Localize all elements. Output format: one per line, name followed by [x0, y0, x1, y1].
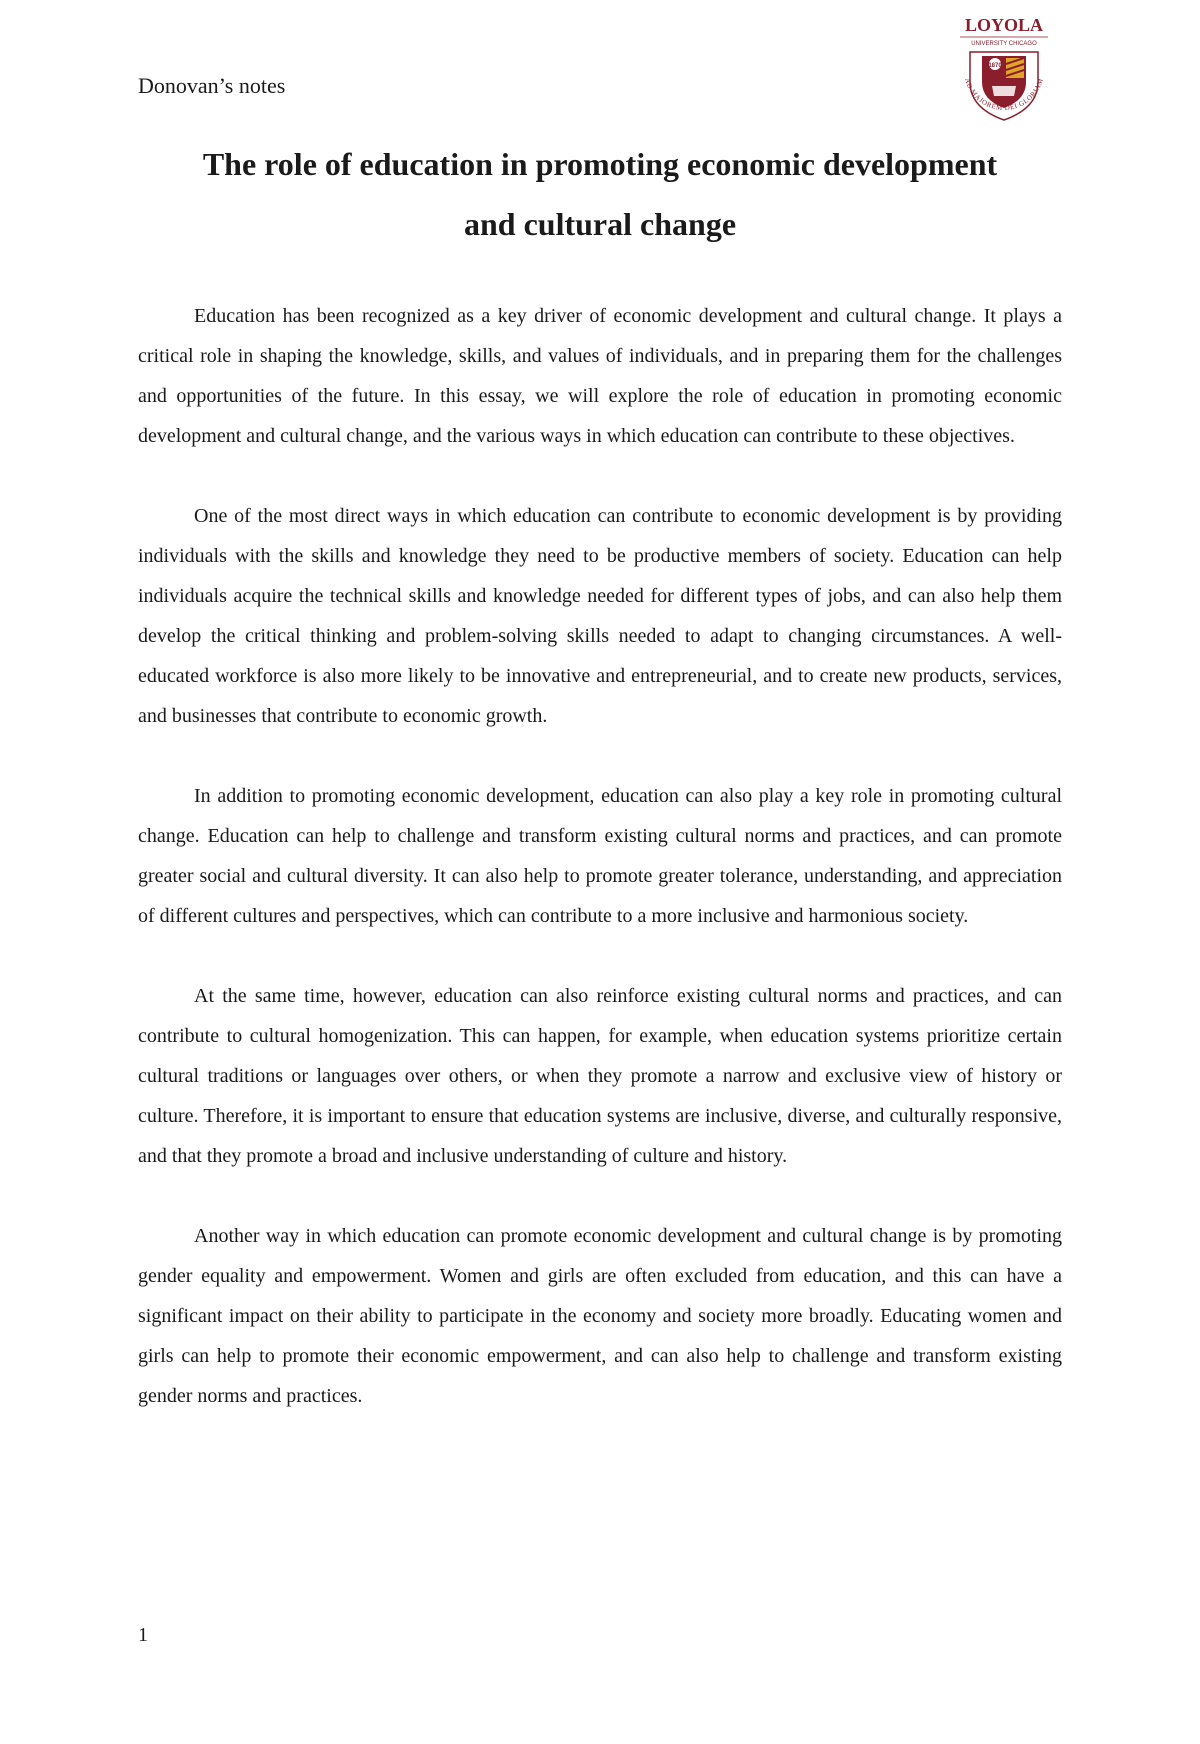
- paragraph: Another way in which education can promote economic development and cultural change is by promoting gender equality and empowerment. Women and girls are often excluded from education, and this can have a significant impact on their ability to participate in the economy and society more broadly. Educating women and girls can help to promote their economic empowerment, and can also help to challenge and transform existing gender norms and practices.: [138, 1225, 1062, 1407]
- loyola-logo: [948, 12, 1060, 132]
- paragraph: Education has been recognized as a key driver of economic development and cultural change. It plays a critical role in shaping the knowledge, skills, and values of individuals, and in preparing them for the challenges and opportunities of the future. In this essay, we will explore the role of education in promoting economic development and cultural change, and the various ways in which education can contribute to these objectives.: [138, 305, 1062, 447]
- title-line-1: The role of education in promoting economic development: [202, 146, 998, 182]
- title-line-2: and cultural change: [463, 206, 737, 242]
- logo-motto: AD MAJOREM DEI GLORIAM: [963, 77, 1046, 113]
- paragraph: In addition to promoting economic development, education can also play a key role in promoting cultural change. Education can help to challenge and transform existing cultural norms and practices, and can promote greater social and cultural diversity. It can also help to promote greater tolerance, understanding, and appreciation of different cultures and perspectives, which can contribute to a more inclusive and harmonious society.: [138, 785, 1062, 927]
- notes-header: Donovan’s notes: [138, 73, 286, 98]
- logo-wordmark: LOYOLA: [964, 15, 1044, 35]
- document-title: [138, 134, 1062, 254]
- logo-subtitle: UNIVERSITY CHICAGO: [971, 41, 1037, 47]
- document-body: [138, 296, 1062, 1456]
- paragraph: At the same time, however, education can also reinforce existing cultural norms and practices, and can contribute to cultural homogenization. This can happen, for example, when education systems prioritize certain cultural traditions or languages over others, or when they promote a narrow and exclusive view of history or culture. Therefore, it is important to ensure that education systems are inclusive, diverse, and culturally responsive, and that they promote a broad and inclusive understanding of culture and history.: [138, 985, 1062, 1167]
- paragraph: One of the most direct ways in which education can contribute to economic development is by providing individuals with the skills and knowledge they need to be productive members of society. Education can help individuals acquire the technical skills and knowledge needed for different types of jobs, and can also help them develop the critical thinking and problem-solving skills needed to adapt to changing circumstances. A well-educated workforce is also more likely to be innovative and entrepreneurial, and to create new products, services, and businesses that contribute to economic growth.: [138, 505, 1062, 727]
- page-number: 1: [138, 1624, 148, 1646]
- logo-year: 1870: [988, 63, 1002, 69]
